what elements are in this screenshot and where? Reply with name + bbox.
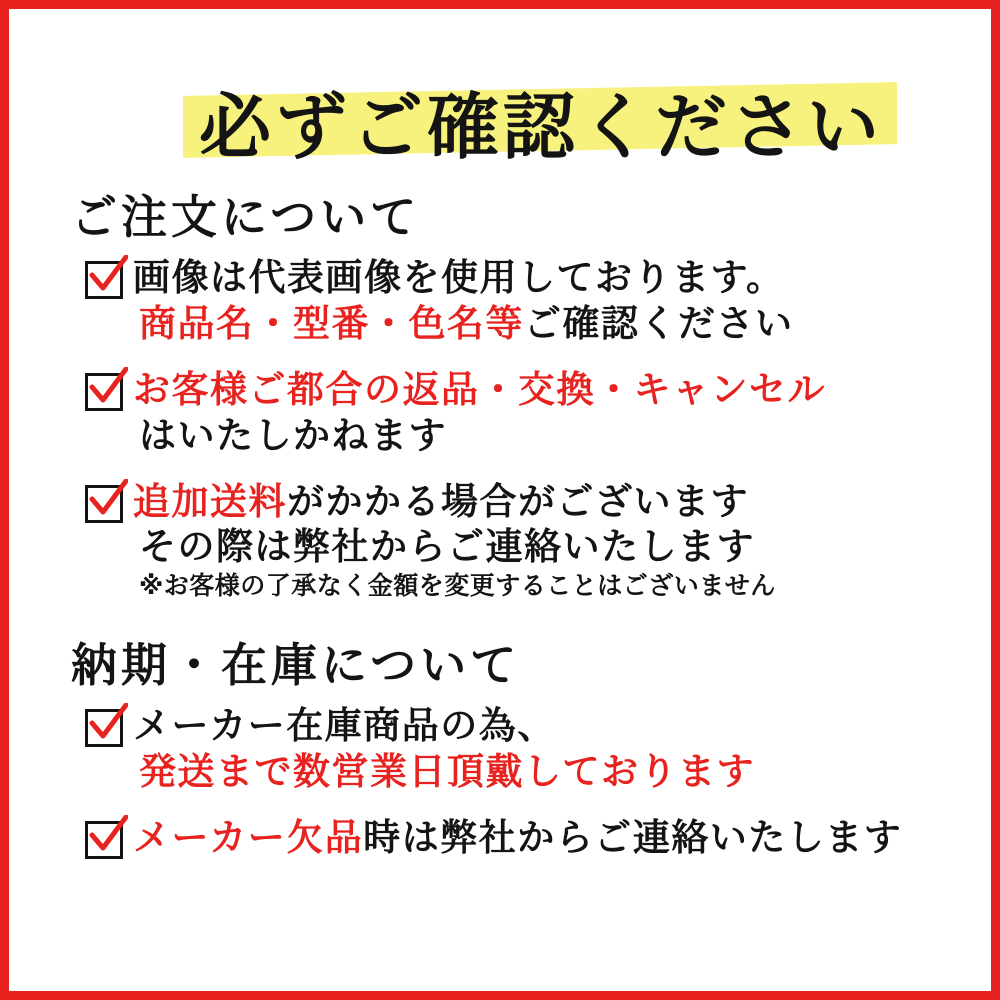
text-emphasis: メーカー欠品 bbox=[133, 815, 364, 859]
list-item-text bbox=[133, 367, 951, 459]
text-emphasis: 追加送料 bbox=[133, 479, 287, 523]
text-line bbox=[133, 815, 951, 861]
list-item bbox=[85, 255, 951, 347]
list-item-text bbox=[133, 815, 951, 861]
border-left bbox=[0, 0, 9, 1000]
list-item-text bbox=[133, 703, 951, 795]
checkbox-checked-icon bbox=[85, 485, 123, 523]
list-item-text bbox=[133, 255, 951, 347]
text-plain: ご確認ください bbox=[524, 301, 794, 345]
text-line: 画像は代表画像を使用しております。 bbox=[133, 256, 785, 299]
section-title-delivery: 納期・在庫について bbox=[71, 637, 521, 692]
text-emphasis: 商品名・型番・色名等 bbox=[139, 301, 524, 345]
checkbox-checked-icon bbox=[85, 821, 123, 859]
border-right bbox=[991, 0, 1000, 1000]
list-item bbox=[85, 815, 951, 861]
text-line: メーカー在庫商品の為、 bbox=[133, 703, 556, 747]
text-line: その際は弊社からご連絡いたします bbox=[139, 525, 755, 569]
text-line: お客様ご都合の返品・交換・キャンセル bbox=[133, 367, 826, 411]
section-title-orders: ご注文について bbox=[71, 190, 421, 244]
headline-block bbox=[49, 55, 951, 167]
border-top bbox=[0, 0, 1000, 9]
text-line: はいたしかねます bbox=[139, 413, 447, 457]
checkbox-checked-icon bbox=[85, 373, 123, 411]
text-plain: 時は弊社からご連絡いたします bbox=[363, 815, 903, 859]
list-item bbox=[85, 703, 951, 795]
text-line bbox=[133, 479, 951, 525]
list-item bbox=[85, 479, 951, 603]
list-item-text bbox=[133, 479, 951, 603]
text-plain: がかかる場合がございます bbox=[287, 479, 749, 523]
text-line bbox=[139, 301, 951, 347]
list-item bbox=[85, 367, 951, 459]
checkbox-checked-icon bbox=[85, 709, 123, 747]
footnote: ※お客様の了承なく金額を変更することはございません bbox=[139, 571, 776, 601]
text-line: 発送まで数営業日頂戴しております bbox=[139, 749, 755, 793]
border-bottom bbox=[0, 991, 1000, 1000]
notice-content bbox=[9, 9, 991, 991]
page-title: 必ずご確認ください bbox=[199, 85, 884, 169]
checkbox-checked-icon bbox=[85, 261, 123, 299]
